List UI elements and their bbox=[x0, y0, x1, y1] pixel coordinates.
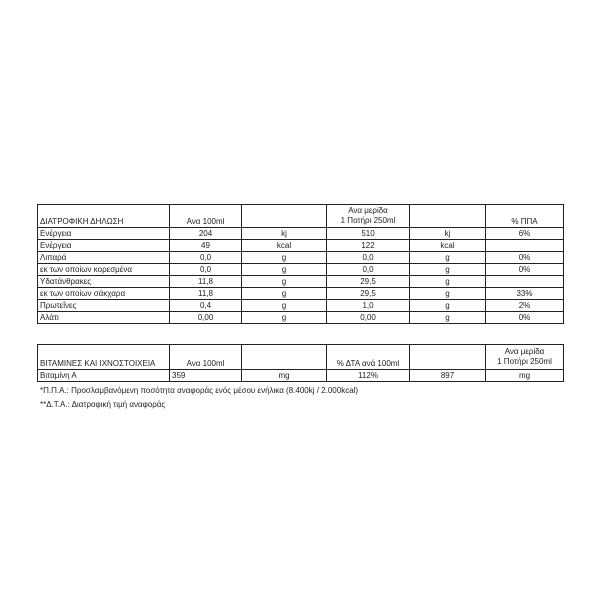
table-row bbox=[38, 312, 564, 324]
unit-per100: g bbox=[242, 288, 327, 300]
unit-serving: g bbox=[410, 276, 486, 288]
table-row bbox=[38, 228, 564, 240]
value-serving: 897 bbox=[410, 370, 486, 382]
nutrient-name: Ενέργεια bbox=[38, 240, 170, 252]
unit-per100: kcal bbox=[242, 240, 327, 252]
nutrition-header-label: ΔΙΑΤΡΟΦΙΚΗ ΔΗΛΩΣΗ bbox=[38, 205, 170, 228]
value-ppa bbox=[486, 240, 564, 252]
table-row bbox=[38, 276, 564, 288]
unit-serving: g bbox=[410, 312, 486, 324]
nutrient-name: Λιπαρά bbox=[38, 252, 170, 264]
vitamins-header-serving-line2: 1 Ποτήρι 250ml bbox=[497, 357, 552, 366]
value-ppa: 0% bbox=[486, 312, 564, 324]
nutrition-header-serving-line1: Ανα μερίδα bbox=[348, 206, 388, 215]
value-serving: 510 bbox=[327, 228, 410, 240]
unit-per100: kj bbox=[242, 228, 327, 240]
nutrition-header-per100: Ανα 100ml bbox=[170, 205, 242, 228]
value-serving: 122 bbox=[327, 240, 410, 252]
unit-per100: g bbox=[242, 252, 327, 264]
vitamins-header-serving-line1: Ανα μερίδα bbox=[504, 347, 545, 356]
nutrition-header-serving-line2: 1 Ποτήρι 250ml bbox=[340, 216, 396, 225]
value-dta: 112% bbox=[327, 370, 410, 382]
value-serving: 29,5 bbox=[327, 276, 410, 288]
value-per100: 359 bbox=[170, 370, 242, 382]
nutrition-table bbox=[37, 204, 564, 324]
table-row bbox=[38, 252, 564, 264]
footnote-dta: **Δ.Τ.Α.: Διατροφική τιμή αναφοράς bbox=[40, 400, 166, 409]
value-per100: 204 bbox=[170, 228, 242, 240]
value-per100: 0,4 bbox=[170, 300, 242, 312]
unit-serving: kcal bbox=[410, 240, 486, 252]
value-ppa: 2% bbox=[486, 300, 564, 312]
value-ppa: 0% bbox=[486, 264, 564, 276]
unit-per100: g bbox=[242, 312, 327, 324]
unit-serving: g bbox=[410, 252, 486, 264]
unit-serving: mg bbox=[486, 370, 564, 382]
value-serving: 0,0 bbox=[327, 264, 410, 276]
unit-per100: g bbox=[242, 300, 327, 312]
nutrient-name: Αλάτι bbox=[38, 312, 170, 324]
vitamins-header-row bbox=[38, 345, 564, 370]
table-row bbox=[38, 370, 564, 382]
table-row bbox=[38, 264, 564, 276]
value-per100: 11,8 bbox=[170, 288, 242, 300]
vitamin-name: Βιταμίνη Α bbox=[38, 370, 170, 382]
value-serving: 29,5 bbox=[327, 288, 410, 300]
nutrient-name: Πρωτεΐνες bbox=[38, 300, 170, 312]
vitamins-header-per100: Ανα 100ml bbox=[170, 345, 242, 370]
footnote-ppa: *Π.Π.Α.: Προσλαμβανόμενη ποσότητα αναφοράς ενός μέσου ενήλικα (8.400kj / 2.000kcal) bbox=[40, 386, 359, 395]
nutrition-header-serving bbox=[327, 205, 410, 228]
value-serving: 0,0 bbox=[327, 252, 410, 264]
unit-serving: g bbox=[410, 300, 486, 312]
vitamins-header-label: ΒΙΤΑΜΙΝΕΣ ΚΑΙ ΙΧΝΟΣΤΟΙΧΕΙΑ bbox=[38, 345, 170, 370]
unit-per100: mg bbox=[242, 370, 327, 382]
value-ppa bbox=[486, 276, 564, 288]
value-per100: 0,0 bbox=[170, 264, 242, 276]
nutrition-header-row bbox=[38, 205, 564, 228]
table-row bbox=[38, 240, 564, 252]
value-ppa: 6% bbox=[486, 228, 564, 240]
value-per100: 11,8 bbox=[170, 276, 242, 288]
nutrient-name: εκ των οποίων κορεσμένα bbox=[38, 264, 170, 276]
value-serving: 1,0 bbox=[327, 300, 410, 312]
table-row bbox=[38, 300, 564, 312]
vitamins-header-serving bbox=[486, 345, 564, 370]
unit-per100: g bbox=[242, 276, 327, 288]
unit-serving: g bbox=[410, 264, 486, 276]
value-per100: 0,00 bbox=[170, 312, 242, 324]
nutrient-name: Ενέργεια bbox=[38, 228, 170, 240]
unit-per100: g bbox=[242, 264, 327, 276]
value-ppa: 33% bbox=[486, 288, 564, 300]
value-ppa: 0% bbox=[486, 252, 564, 264]
nutrition-header-ppa: % ΠΠΑ bbox=[486, 205, 564, 228]
nutrient-name: Υδατάνθρακες bbox=[38, 276, 170, 288]
vitamins-table bbox=[37, 344, 564, 382]
vitamins-header-dta: % ΔΤΑ ανά 100ml bbox=[327, 345, 410, 370]
unit-serving: g bbox=[410, 288, 486, 300]
value-per100: 0,0 bbox=[170, 252, 242, 264]
value-per100: 49 bbox=[170, 240, 242, 252]
unit-serving: kj bbox=[410, 228, 486, 240]
nutrient-name: εκ των οποίων σάκχαρα bbox=[38, 288, 170, 300]
value-serving: 0,00 bbox=[327, 312, 410, 324]
table-row bbox=[38, 288, 564, 300]
